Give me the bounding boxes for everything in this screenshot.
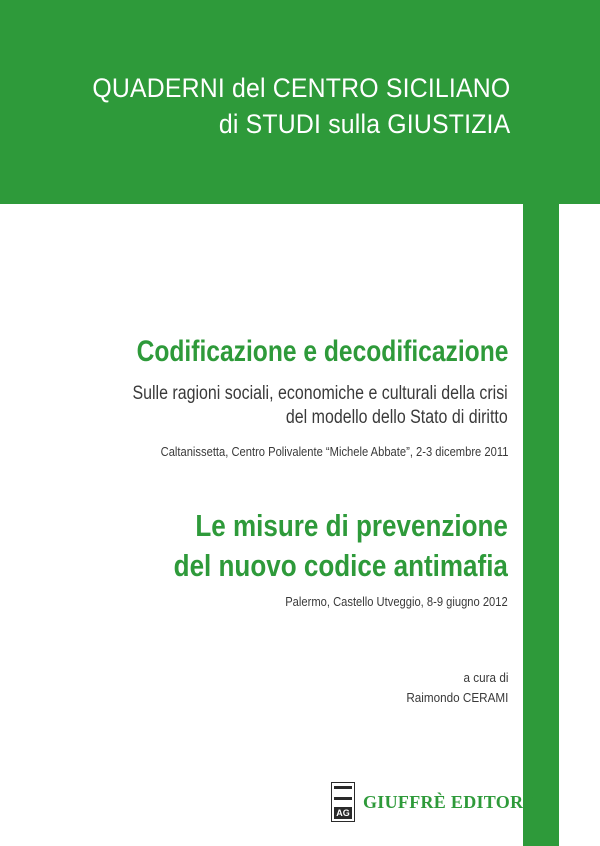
event-place-2: Palermo, Castello Utveggio, 8-9 giugno 2012 xyxy=(285,594,508,609)
publisher-logo-icon xyxy=(331,782,355,822)
event-place-1: Caltanissetta, Centro Polivalente “Michele Abbate”, 2-3 dicembre 2011 xyxy=(160,444,508,459)
vertical-green-bar xyxy=(523,204,559,846)
publisher xyxy=(331,780,536,824)
publisher-logo-text: AG xyxy=(334,807,352,819)
editor-name: Raimondo CERAMI xyxy=(405,690,508,705)
editor-credit xyxy=(406,668,508,708)
book-title-1: Codificazione e decodificazione xyxy=(136,335,508,368)
subtitle-line2: del modello dello Stato di diritto xyxy=(286,407,508,428)
publisher-name: GIUFFRÈ EDITORE xyxy=(363,791,536,812)
book-subtitle-1 xyxy=(133,382,508,430)
title2-line2: del nuovo codice antimafia xyxy=(173,548,508,583)
series-title xyxy=(56,70,510,142)
editor-label: a cura di xyxy=(463,670,508,685)
title2-line1: Le misure di prevenzione xyxy=(195,508,508,543)
book-title-2 xyxy=(174,506,508,586)
series-title-line1: QUADERNI del CENTRO SICILIANO xyxy=(91,73,510,103)
series-title-line2: di STUDI sulla GIUSTIZIA xyxy=(218,109,510,139)
subtitle-line1: Sulle ragioni sociali, economiche e culturali della crisi xyxy=(132,383,508,404)
